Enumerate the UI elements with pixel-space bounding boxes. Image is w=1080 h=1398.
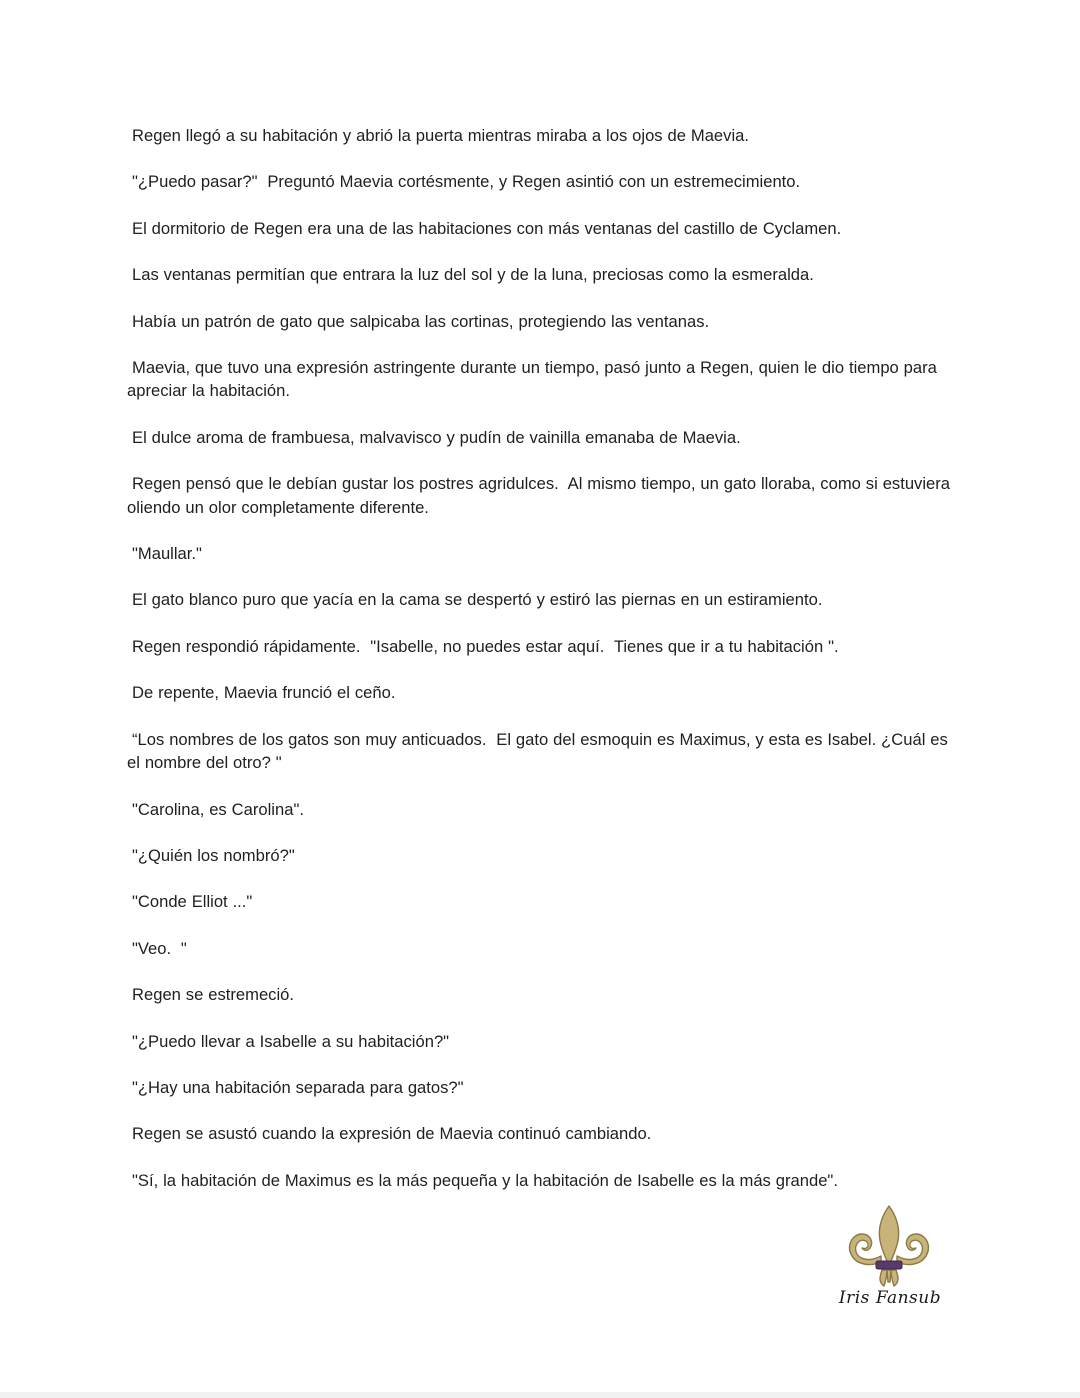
fleur-de-lis-icon [844,1204,934,1288]
paragraph: "¿Puedo llevar a Isabelle a su habitación?" [132,1031,450,1051]
paragraph: Había un patrón de gato que salpicaba las cortinas, protegiendo las ventanas. [132,311,710,331]
paragraph: El dulce aroma de frambuesa, malvavisco y pudín de vainilla emanaba de Maevia. [132,427,741,447]
document-body [127,124,953,1215]
paragraph: “Los nombres de los gatos son muy anticuados. El gato del esmoquin es Maximus, y esta es Isabel. ¿Cuál es el nombre del otro? " [127,729,953,773]
paragraph: "¿Puedo pasar?" Preguntó Maevia cortésmente, y Regen asintió con un estremecimiento. [132,172,801,192]
page-bottom-edge [0,1392,1080,1398]
paragraph: "Veo. " [132,938,187,958]
paragraph: Regen pensó que le debían gustar los postres agridulces. Al mismo tiempo, un gato lloraba, como si estuviera oliendo un olor completamente diferente. [127,474,955,517]
paragraph: "¿Quién los nombró?" [132,845,295,865]
logo-text: Iris Fansub [838,1288,942,1308]
paragraph: Regen respondió rápidamente. "Isabelle, no puedes estar aquí. Tienes que ir a tu habitación ". [132,636,839,656]
paragraph: Regen llegó a su habitación y abrió la puerta mientras miraba a los ojos de Maevia. [132,126,749,145]
paragraph: Regen se estremeció. [132,985,295,1005]
paragraph: "Sí, la habitación de Maximus es la más pequeña y la habitación de Isabelle es la más grande". [132,1170,838,1190]
iris-fansub-logo [838,1204,942,1314]
paragraph: "Carolina, es Carolina". [132,799,304,819]
paragraph: Regen se asustó cuando la expresión de Maevia continuó cambiando. [132,1124,652,1144]
paragraph: "Conde Elliot ..." [132,892,253,912]
paragraph: Maevia, que tuvo una expresión astringente durante un tiempo, pasó junto a Regen, quien le dio tiempo para apreciar la habitación. [127,358,942,401]
paragraph: "Maullar." [132,544,202,564]
fleur-band [876,1261,902,1269]
paragraph: "¿Hay una habitación separada para gatos?" [132,1077,464,1097]
paragraph: El dormitorio de Regen era una de las habitaciones con más ventanas del castillo de Cyclamen. [132,218,842,238]
paragraph: El gato blanco puro que yacía en la cama se despertó y estiró las piernas en un estiramiento. [132,590,823,610]
paragraph: De repente, Maevia frunció el ceño. [132,683,396,703]
paragraph: Las ventanas permitían que entrara la luz del sol y de la luna, preciosas como la esmeralda. [132,265,814,285]
